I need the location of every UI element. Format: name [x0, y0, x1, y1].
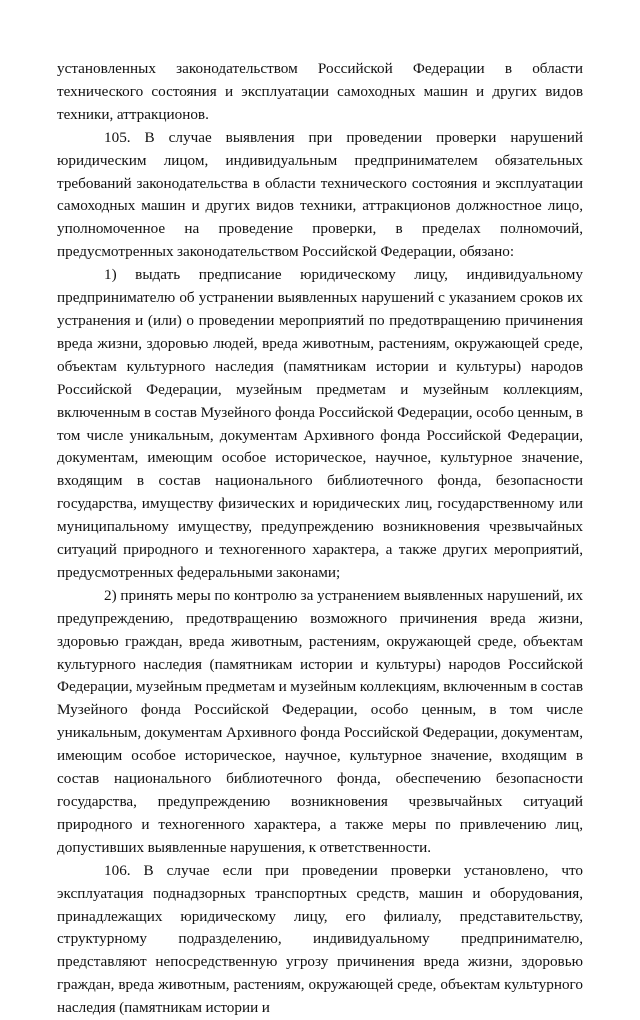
paragraph-106: 106. В случае если при проведении проверки установлено, что эксплуатация поднадзорных транспортных средств, машин и оборудования, принадлежащих юридическому лицу, его филиалу, представительству, структурному подразделению, индивидуальному предпринимателю, представляют непосредственную угрозу причинения вреда жизни, здоровью граждан, вреда животным, растениям, окружающей среде, объектам культурного наследия (памятникам истории и — [57, 861, 583, 1017]
paragraph-continuation: установленных законодательством Российской Федерации в области технического состояния и эксплуатации самоходных машин и других видов техники, аттракционов. — [57, 60, 583, 123]
paragraph-105-item-1: 1) выдать предписание юридическому лицу, индивидуальному предпринимателю об устранении выявленных нарушений с указанием сроков их устранения и (или) о проведении мероприятий по предотвращению причинения вреда жизни, здоровью людей, вреда животным, растениям, окружающей среде, объектам культурного наследия (памятникам истории и культуры) народов Российской Федерации, музейным предметам и музейным коллекциям, включенным в состав Музейного фонда Российской Федерации, особо ценным, в том числе уникальным, документам Архивного фонда Российской Федерации, документам, имеющим особое историческое, научное, культурное значение, входящим в состав национального библиотечного фонда, безопасности государства, имуществу физических и юридических лиц, государственному или муниципальному имуществу, предупреждению возникновения чрезвычайных ситуаций природного и техногенного характера, а также других мероприятий, предусмотренных федеральными законами; — [57, 266, 583, 581]
paragraph-105: 105. В случае выявления при проведении проверки нарушений юридическим лицом, индивидуальным предпринимателем обязательных требований законодательства в области технического состояния и эксплуатации самоходных машин и других видов техники, аттракционов должностное лицо, уполномоченное на проведение проверки, в пределах полномочий, предусмотренных законодательством Российской Федерации, обязано: — [57, 128, 583, 261]
paragraph-105-item-2: 2) принять меры по контролю за устранением выявленных нарушений, их предупреждению, предотвращению возможного причинения вреда жизни, здоровью граждан, вреда животным, растениям, окружающей среде, объектам культурного наследия (памятникам истории и культуры) народов Российской Федерации, музейным предметам и музейным коллекциям, включенным в состав Музейного фонда Российской Федерации, особо ценным, в том числе уникальным, документам Архивного фонда Российской Федерации, документам, имеющим особое историческое, научное, культурное значение, входящим в состав национального библиотечного фонда, обеспечению безопасности государства, предупреждению возникновения чрезвычайных ситуаций природного и техногенного характера, а также меры по привлечению лиц, допустивших выявленные нарушения, к ответственности. — [57, 586, 583, 856]
document-page — [57, 58, 583, 1020]
